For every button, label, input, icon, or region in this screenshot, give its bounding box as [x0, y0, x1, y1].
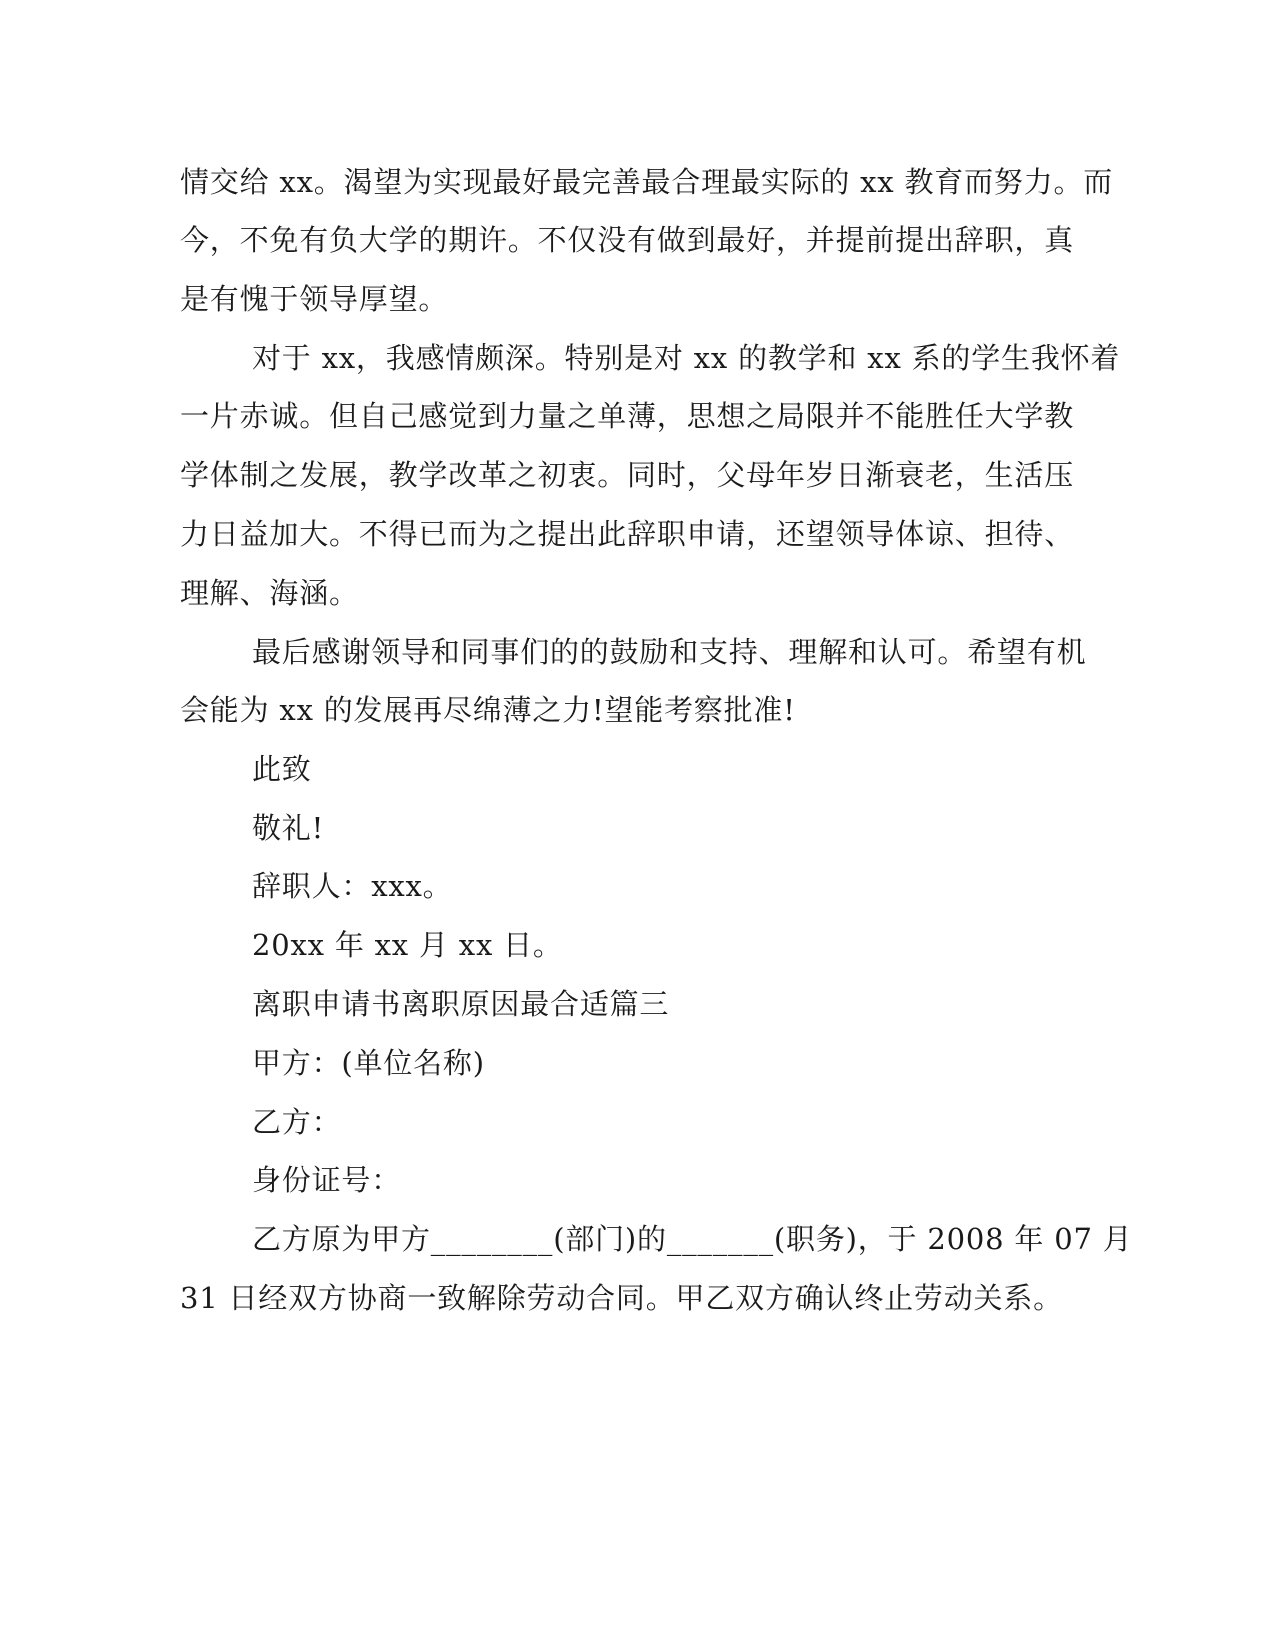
paragraph-1-line-3: 是有愧于领导厚望。 — [180, 282, 449, 316]
paragraph-3-line-1: 最后感谢领导和同事们的的鼓励和支持、理解和认可。希望有机 — [252, 635, 1087, 669]
paragraph-2-line-3: 学体制之发展，教学改革之初衷。同时，父母年岁日渐衰老，生活压 — [180, 458, 1075, 492]
party-a-line: 甲方：(单位名称) — [252, 1046, 485, 1080]
paragraph-2-line-4: 力日益加大。不得已而为之提出此辞职申请，还望领导体谅、担待、 — [180, 517, 1075, 551]
id-number-line: 身份证号： — [252, 1163, 402, 1197]
paragraph-1-line-2: 今，不免有负大学的期许。不仅没有做到最好，并提前提出辞职，真 — [180, 223, 1075, 257]
paragraph-2-line-1: 对于 xx，我感情颇深。特别是对 xx 的教学和 xx 系的学生我怀着 — [252, 341, 1121, 375]
paragraph-4-line-2: 31 日经双方协商一致解除劳动合同。甲乙双方确认终止劳动关系。 — [180, 1281, 1063, 1315]
paragraph-3-line-2: 会能为 xx 的发展再尽绵薄之力!望能考察批准! — [180, 693, 796, 727]
paragraph-4-line-1: 乙方原为甲方________(部门)的_______(职务)，于 2008 年 07 月 — [252, 1222, 1133, 1256]
section-title: 离职申请书离职原因最合适篇三 — [252, 987, 670, 1021]
paragraph-2-line-2: 一片赤诚。但自己感觉到力量之单薄，思想之局限并不能胜任大学教 — [180, 399, 1075, 433]
closing-salutation: 此致 — [252, 752, 312, 786]
paragraph-2-line-5: 理解、海涵。 — [180, 576, 359, 610]
paragraph-1-line-1: 情交给 xx。渴望为实现最好最完善最合理最实际的 xx 教育而努力。而 — [180, 165, 1114, 199]
closing-regards: 敬礼! — [252, 811, 325, 845]
date-line: 20xx 年 xx 月 xx 日。 — [252, 928, 563, 962]
party-b-line: 乙方： — [252, 1105, 342, 1139]
signature-line: 辞职人：xxx。 — [252, 869, 453, 903]
